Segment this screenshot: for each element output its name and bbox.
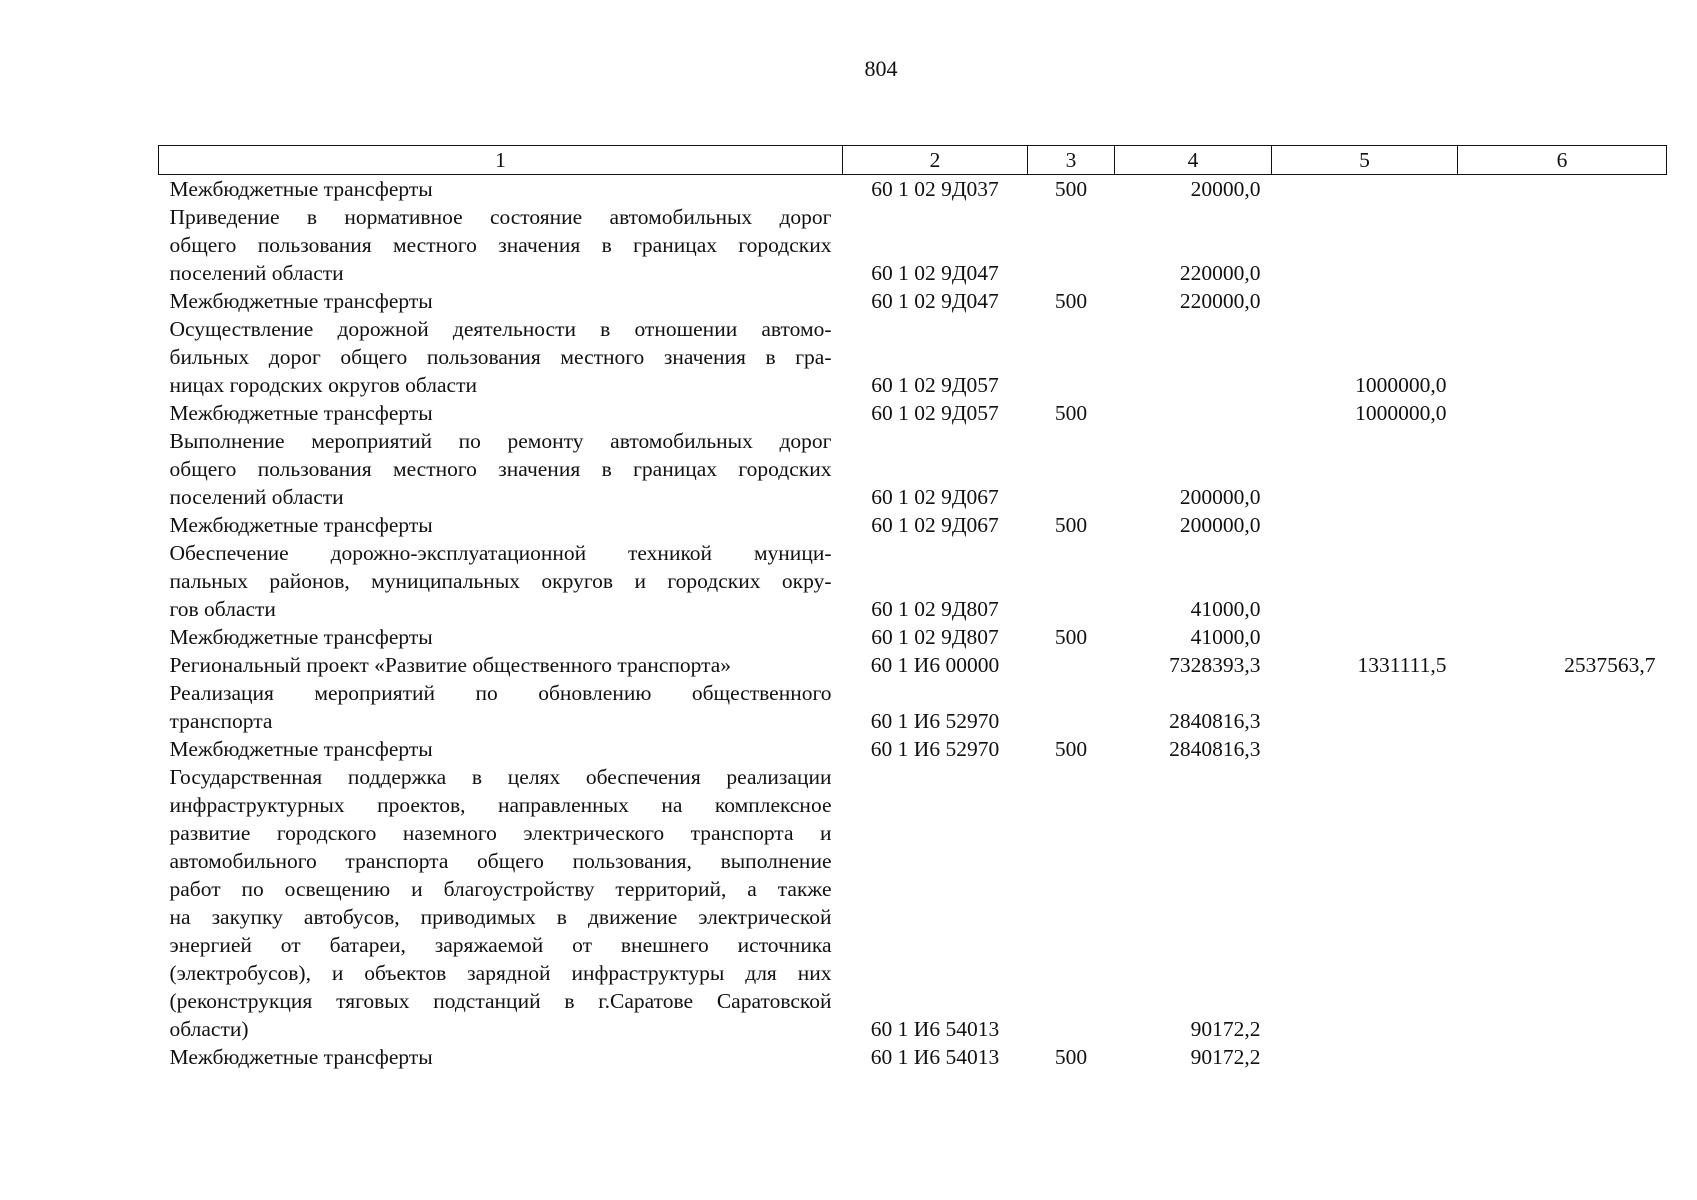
table-row (159, 427, 1667, 511)
description-line: поселений области (169, 485, 344, 509)
table-row (159, 399, 1667, 427)
description-line: Межбюджетные трансферты (169, 289, 433, 313)
row-expense-type: 500 (1054, 625, 1088, 649)
description-line: области) (169, 1017, 249, 1041)
table-row (159, 1043, 1667, 1071)
row-value-col5 (1272, 1043, 1458, 1071)
page-number: 804 (864, 56, 898, 81)
row-description (159, 539, 843, 623)
description-line: ницах городских округов области (169, 373, 477, 397)
table-row (159, 511, 1667, 539)
row-value-col4: 200000,0 (1179, 513, 1261, 537)
row-value-col5 (1272, 539, 1458, 623)
table-row (159, 679, 1667, 735)
row-target-code: 60 1 И6 52970 (870, 709, 1000, 733)
budget-table (158, 145, 1667, 1071)
table-row (159, 763, 1667, 1043)
description-line: Выполнение мероприятий по ремонту автомобильных дорог (169, 429, 832, 453)
row-target-code: 60 1 02 9Д047 (871, 261, 999, 285)
table-row (159, 315, 1667, 399)
column-header: 2 (843, 146, 1028, 175)
row-value-col4: 200000,0 (1179, 485, 1261, 509)
description-line: Реализация мероприятий по обновлению общественного (169, 681, 832, 705)
row-description (159, 287, 843, 315)
row-description (159, 203, 843, 287)
row-target-code: 60 1 02 9Д057 (871, 373, 999, 397)
description-line: Межбюджетные трансферты (169, 737, 433, 761)
row-expense-type: 500 (1054, 1045, 1088, 1069)
row-expense-type (1028, 427, 1115, 511)
table-row (159, 735, 1667, 763)
row-description (159, 315, 843, 399)
row-value-col4: 41000,0 (1190, 625, 1261, 649)
row-expense-type (1028, 679, 1115, 735)
row-value-col6 (1458, 735, 1667, 763)
row-description (159, 175, 843, 204)
row-description (159, 763, 843, 1043)
row-value-col5: 1331111,5 (1357, 653, 1447, 677)
description-line: Региональный проект «Развитие общественного транспорта» (169, 653, 732, 677)
row-value-col5 (1272, 679, 1458, 735)
description-line: пальных районов, муниципальных округов и городских окру- (169, 569, 832, 593)
row-value-col4: 2840816,3 (1169, 737, 1261, 761)
description-line: бильных дорог общего пользования местного значения в гра- (169, 345, 832, 369)
row-target-code: 60 1 02 9Д047 (871, 289, 999, 313)
row-value-col5 (1272, 763, 1458, 1043)
row-expense-type: 500 (1054, 289, 1088, 313)
row-value-col6 (1458, 175, 1667, 204)
row-value-col5 (1272, 735, 1458, 763)
row-target-code: 60 1 02 9Д807 (871, 597, 999, 621)
row-target-code: 60 1 02 9Д067 (871, 513, 999, 537)
description-line: Межбюджетные трансферты (169, 1045, 433, 1069)
row-value-col4: 20000,0 (1190, 177, 1261, 201)
row-value-col6: 2537563,7 (1564, 653, 1656, 677)
row-value-col4: 2840816,3 (1169, 709, 1261, 733)
description-line: Приведение в нормативное состояние автомобильных дорог (169, 205, 832, 229)
row-value-col4: 90172,2 (1190, 1045, 1261, 1069)
table-header-row (159, 146, 1667, 175)
column-header: 6 (1458, 146, 1667, 175)
row-value-col4: 220000,0 (1179, 289, 1261, 313)
row-expense-type (1028, 315, 1115, 399)
row-expense-type (1028, 203, 1115, 287)
row-value-col6 (1458, 399, 1667, 427)
table-body (159, 175, 1667, 1072)
description-line: инфраструктурных проектов, направленных на комплексное (169, 793, 832, 817)
row-value-col6 (1458, 315, 1667, 399)
row-target-code: 60 1 И6 54013 (870, 1045, 1000, 1069)
description-line: автомобильного транспорта общего пользования, выполнение (169, 849, 832, 873)
description-line: Межбюджетные трансферты (169, 625, 433, 649)
row-value-col6 (1458, 287, 1667, 315)
row-description (159, 623, 843, 651)
description-line: Государственная поддержка в целях обеспечения реализации (169, 765, 832, 789)
table-row (159, 287, 1667, 315)
row-value-col4: 90172,2 (1190, 1017, 1261, 1041)
row-target-code: 60 1 02 9Д037 (871, 177, 999, 201)
description-line: транспорта (169, 709, 273, 733)
description-line: (электробусов), и объектов зарядной инфраструктуры для них (169, 961, 832, 985)
row-value-col6 (1458, 427, 1667, 511)
row-target-code: 60 1 И6 00000 (870, 653, 1000, 677)
row-value-col6 (1458, 763, 1667, 1043)
row-expense-type: 500 (1054, 737, 1088, 761)
row-value-col6 (1458, 623, 1667, 651)
row-expense-type: 500 (1054, 401, 1088, 425)
row-value-col5 (1272, 175, 1458, 204)
row-description (159, 679, 843, 735)
description-line: Межбюджетные трансферты (169, 177, 433, 201)
row-target-code: 60 1 02 9Д067 (871, 485, 999, 509)
table-row (159, 623, 1667, 651)
row-value-col5 (1272, 623, 1458, 651)
table-row (159, 651, 1667, 679)
description-line: на закупку автобусов, приводимых в движение электрической (169, 905, 832, 929)
description-line: Межбюджетные трансферты (169, 401, 433, 425)
row-value-col5 (1272, 203, 1458, 287)
column-header: 5 (1272, 146, 1458, 175)
row-value-col6 (1458, 1043, 1667, 1071)
column-header: 4 (1115, 146, 1272, 175)
row-description (159, 511, 843, 539)
description-line: поселений области (169, 261, 344, 285)
row-expense-type: 500 (1054, 177, 1088, 201)
row-value-col5 (1272, 427, 1458, 511)
row-description (159, 1043, 843, 1071)
row-value-col6 (1458, 539, 1667, 623)
row-expense-type: 500 (1054, 513, 1088, 537)
row-description (159, 735, 843, 763)
row-value-col4 (1115, 399, 1272, 427)
row-target-code: 60 1 И6 54013 (870, 1017, 1000, 1041)
row-target-code: 60 1 02 9Д807 (871, 625, 999, 649)
row-value-col4: 41000,0 (1190, 597, 1261, 621)
description-line: (реконструкция тяговых подстанций в г.Саратове Саратовской (169, 989, 832, 1013)
row-value-col6 (1458, 511, 1667, 539)
row-description (159, 427, 843, 511)
description-line: развитие городского наземного электрического транспорта и (169, 821, 832, 845)
row-target-code: 60 1 02 9Д057 (871, 401, 999, 425)
row-value-col4: 7328393,3 (1169, 653, 1261, 677)
row-expense-type (1028, 651, 1115, 679)
description-line: работ по освещению и благоустройству территорий, а также (169, 877, 832, 901)
description-line: Осуществление дорожной деятельности в отношении автомо- (169, 317, 832, 341)
table-row (159, 175, 1667, 204)
description-line: Межбюджетные трансферты (169, 513, 433, 537)
description-line: Обеспечение дорожно-эксплуатационной техникой муници- (169, 541, 832, 565)
row-value-col6 (1458, 203, 1667, 287)
row-expense-type (1028, 763, 1115, 1043)
row-description (159, 651, 843, 679)
row-expense-type (1028, 539, 1115, 623)
row-value-col5: 1000000,0 (1355, 373, 1447, 397)
row-value-col5 (1272, 287, 1458, 315)
description-line: энергией от батареи, заряжаемой от внешнего источника (169, 933, 832, 957)
table-row (159, 539, 1667, 623)
table-row (159, 203, 1667, 287)
row-value-col6 (1458, 679, 1667, 735)
column-header: 3 (1028, 146, 1115, 175)
row-value-col5: 1000000,0 (1355, 401, 1447, 425)
description-line: общего пользования местного значения в границах городских (169, 457, 832, 481)
row-value-col4: 220000,0 (1179, 261, 1261, 285)
column-header: 1 (159, 146, 843, 175)
row-value-col4 (1115, 315, 1272, 399)
row-description (159, 399, 843, 427)
description-line: общего пользования местного значения в границах городских (169, 233, 832, 257)
row-value-col5 (1272, 511, 1458, 539)
row-target-code: 60 1 И6 52970 (870, 737, 1000, 761)
description-line: гов области (169, 597, 276, 621)
